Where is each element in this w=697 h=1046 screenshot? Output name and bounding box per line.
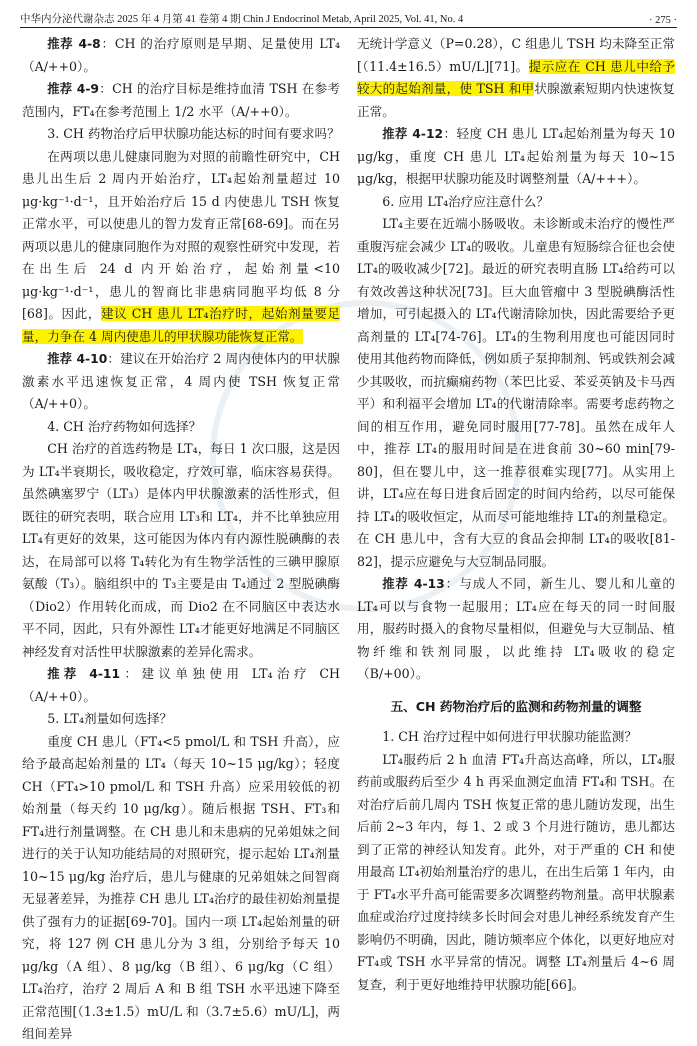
recommendation-4-8: 推荐 4-8：CH 的治疗原则是早期、足量使用 LT₄（A/++0）。 <box>22 36 340 74</box>
left-column <box>22 33 340 1046</box>
page-number: · 275 · <box>649 15 677 26</box>
header-rule <box>20 27 677 28</box>
question-4: 4. CH 治疗药物如何选择？ <box>47 418 202 434</box>
question-3: 3. CH 药物治疗后甲状腺功能达标的时间有要求吗？ <box>47 126 340 141</box>
question-monitoring: 1. CH 治疗过程中如何进行甲状腺功能监测？ <box>382 729 637 744</box>
page-header <box>20 6 677 26</box>
recommendation-4-12: 推荐 4-12：轻度 CH 患儿 LT₄起始剂量为每天 10 μg/kg，重度 CH 患儿 LT₄起始剂量为每天 10~15 μg/kg，根据甲状腺功能及时调整剂量（A/+++）。 <box>357 126 675 186</box>
right-column <box>357 33 675 996</box>
highlighted-text: 建议 CH 患儿 LT₄治疗时，起始剂量要足量，力争在 4 周内使患儿的甲状腺功能恢复正常。 <box>22 306 340 344</box>
recommendation-4-13: 推荐 4-13：与成人不同，新生儿、婴儿和儿童的 LT₄可以与食物一起服用；LT₄应在每天的同一时间服用，服药时摄入的食物尽量相似，但避免与大豆制品、植物纤维和铁剂同服，以此维持 LT₄吸收的稳定（B/+00）。 <box>357 576 675 681</box>
recommendation-4-10: 推荐 4-10：建议在开始治疗 2 周内使体内的甲状腺激素水平迅速恢复正常，4 周内使 TSH 恢复正常（A/++0）。 <box>22 351 340 411</box>
paragraph-continued: 无统计学意义（P=0.28），C 组患儿 TSH 均未降至正常[（11.4±16.5）mU/L][71]。提示应在 CH 患儿中给予较大的起始剂量，使 TSH 和甲状腺激素短期内快速恢复正常。 <box>357 36 675 119</box>
paragraph-drug-choice: CH 治疗的首选药物是 LT₄，每日 1 次口服，这是因为 LT₄半衰期长，吸收稳定，疗效可靠，临床容易获得。虽然碘塞罗宁（LT₃）是体内甲状腺激素的活性形式，但既往的研究表明，联合应用 LT₃和 LT₄，并不比单独应用 LT₄有更好的效果，这可能因为体内有内源性脱碘酶的表达，在局部可以将 T₄转化为有生物学活性的三碘甲腺原氨酸（T₃）。脑组织中的 T₃主要是由 T₄通过 2 型脱碘酶（Dio2）作用转化而成，而 Dio2 在不同脑区中表达水平不同，因此，只有外源性 LT₄才能更好地满足不同脑区神经发育对活性甲状腺激素的差异化需求。 <box>22 441 340 659</box>
paragraph-monitoring: LT₄服药后 2 h 血清 FT₄升高达高峰，所以，LT₄服药前或服药后至少 4 h 再采血测定血清 FT₄和 TSH。在对治疗后前几周内 TSH 恢复正常的患儿随访发现，出生后前 2~3 年内，每 1、2 或 3 个月进行随访，患儿都达到了正常的神经认知发育。此外，对于严重的 CH 和使用最高 LT₄初始剂量治疗的患儿，在出生后第 1 年内，由于 FT₄水平升高可能需要多次调整药物剂量。高甲状腺素血症或治疗过度持续多长时间会对患儿神经系统发育产生影响仍不明确，因此，随访频率应个体化，以更好地应对 FT₄或 TSH 水平异常的情况。调整 LT₄剂量后 4~6 周复查，利于更好地维持甲状腺功能[66]。 <box>357 751 675 992</box>
paragraph-dose-selection: 重度 CH 患儿（FT₄<5 pmol/L 和 TSH 升高），应给予最高起始剂量的 LT₄（每天 10~15 μg/kg）；轻度 CH（FT₄>10 pmol/L 和 TSH 升高）应采用较低的初始剂量（每天约 10 μg/kg）。随后根据 TSH、FT₃和 FT₄进行剂量调整。在 CH 患儿和未患病的兄弟姐妹之间进行的关于认知功能结局的对照研究，提示起始 LT₄剂量 10~15 μg/kg 治疗后，患儿与健康的兄弟姐妹之间智商无显著差异，为推荐 CH 患儿 LT₄治疗的最佳初始剂量提供了强有力的证据[69-70]。国内一项 LT₄起始剂量的研究，将 127 例 CH 患儿分为 3 组，分别给予每天 10 μg/kg（A 组）、8 μg/kg（B 组）、6 μg/kg（C 组）LT₄治疗，治疗 2 周后 A 和 B 组 TSH 水平迅速下降至正常范围[（1.3±1.5）mU/L 和（3.7±5.6）mU/L]，两组间差异 <box>22 733 340 1041</box>
question-6: 6. 应用 LT₄治疗应注意什么？ <box>382 193 549 209</box>
journal-info: 中华内分泌代谢杂志 2025 年 4 月第 41 卷第 4 期 Chin J Endocrinol Metab, April 2025, Vol. 41, No. 4 <box>20 14 464 25</box>
paragraph-dose-timing: 在两项以患儿健康同胞为对照的前瞻性研究中，CH 患儿出生后 2 周内开始治疗，LT₄起始剂量超过 10 μg·kg⁻¹·d⁻¹，且开始治疗后 15 d 内使患儿 TSH 恢复正常水平，可以使患儿的智力发育正常[68-69]。而在另两项以患儿的健康同胞作为对照的观察性研究中发现，若在出生后 24 d 内开始治疗，起始剂量<10 μg·kg⁻¹·d⁻¹，患儿的智商比非患病同胞平均低 8 分[68]。因此，建议 CH 患儿 LT₄治疗时，起始剂量要足量，力争在 4 周内使患儿的甲状腺功能恢复正常。 <box>22 148 340 344</box>
paragraph-precautions: LT₄主要在近端小肠吸收。未诊断或未治疗的慢性严重腹泻症会减少 LT₄的吸收。儿童患有短肠综合征也会使 LT₄的吸收减少[72]。最近的研究表明直肠 LT₄给药可以有效改善这种状况[73]。巨大血管瘤中 3 型脱碘酶活性增加，可引起摄入的 LT₄代谢清除加快，因此需要给予更高剂量的 LT₄[74-76]。LT₄的生物利用度也可能因同时使用其他药物而降低，例如质子泵抑制剂、钙或铁剂会减少其吸收，而抗癫痫药物（苯巴比妥、苯妥英钠及卡马西平）和利福平会增加 LT₄的代谢清除率。需要考虑药物之间的相互作用，避免同时服用[77-78]。虽然在成年人中，推荐 LT₄的服用时间是在进食前 30~60 min[79-80]，但在婴儿中，这一推荐很难实现[77]。从实用上讲，LT₄应在每日进食后固定的时间内给药，以尽可能保持 LT₄的吸收恒定，从而尽可能地维持 LT₄的剂量稳定。在 CH 患儿中，含有大豆的食品会抑制 LT₄的吸收[81-82]，提示应避免与大豆制品同服。 <box>357 216 675 569</box>
highlighted-text: 提示应在 CH 患儿中给予较大的起始剂量，使 TSH 和甲 <box>357 58 675 96</box>
recommendation-4-9: 推荐 4-9：CH 的治疗目标是维持血清 TSH 在参考范围内，FT₄在参考范围上 1/2 水平（A/++0）。 <box>22 81 341 119</box>
question-5: 5. LT₄剂量如何选择？ <box>47 711 173 726</box>
section-heading-5: 五、CH 药物治疗后的监测和药物剂量的调整 <box>390 698 642 714</box>
recommendation-4-11: 推荐 4-11：建议单独使用 LT₄治疗 CH（A/++0）。 <box>22 666 340 704</box>
